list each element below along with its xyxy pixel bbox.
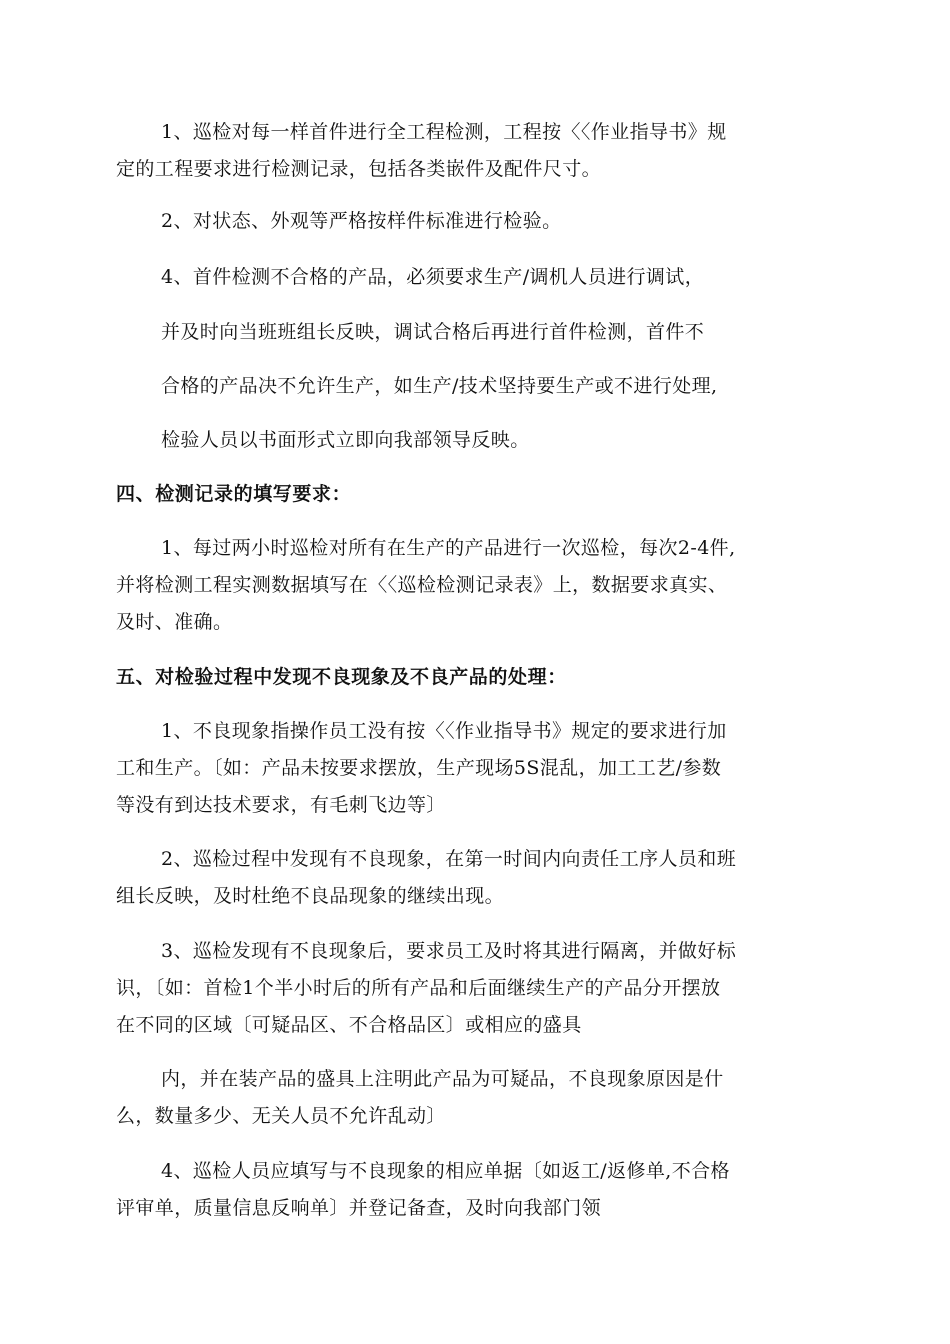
paragraph-line: 评审单，质量信息反响单〕并登记备查，及时向我部门领 (116, 1197, 602, 1219)
paragraph-line: 1、不良现象指操作员工没有按〈〈作业指导书》规定的要求进行加 (161, 720, 727, 742)
paragraph-line: 么，数量多少、无关人员不允许乱动〕 (116, 1105, 446, 1127)
paragraph-line: 2、对状态、外观等严格按样件标准进行检验。 (161, 210, 562, 232)
paragraph-line: 合格的产品决不允许生产，如生产/技术坚持要生产或不进行处理, (161, 375, 718, 397)
paragraph-line: 2、巡检过程中发现有不良现象，在第一时间内向责任工序人员和班 (161, 848, 737, 870)
paragraph-line: 1、每过两小时巡检对所有在生产的产品进行一次巡检，每次2-4件, (161, 537, 736, 559)
paragraph-line: 识，〔如：首检1个半小时后的所有产品和后面继续生产的产品分开摆放 (116, 977, 721, 999)
paragraph-line: 定的工程要求进行检测记录，包括各类嵌件及配件尺寸。 (116, 158, 602, 180)
section-heading: 四、检测记录的填写要求： (116, 483, 352, 505)
paragraph-line: 3、巡检发现有不良现象后，要求员工及时将其进行隔离，并做好标 (161, 940, 737, 962)
section-heading: 五、对检验过程中发现不良现象及不良产品的处理： (116, 666, 567, 688)
paragraph-line: 内，并在装产品的盛具上注明此产品为可疑品，不良现象原因是什 (161, 1068, 724, 1090)
paragraph-line: 4、首件检测不合格的产品，必须要求生产/调机人员进行调试， (161, 266, 705, 288)
paragraph-line: 及时、准确。 (116, 611, 233, 633)
paragraph-line: 等没有到达技术要求，有毛刺飞边等〕 (116, 794, 446, 816)
paragraph-line: 组长反映，及时杜绝不良品现象的继续出现。 (116, 885, 505, 907)
paragraph-line: 并将检测工程实测数据填写在〈〈巡检检测记录表》上，数据要求真实、 (116, 574, 728, 596)
paragraph-line: 1、巡检对每一样首件进行全工程检测，工程按〈〈作业指导书》规 (161, 121, 727, 143)
paragraph-line: 并及时向当班班组长反映，调试合格后再进行首件检测，首件不 (161, 321, 705, 343)
paragraph-line: 检验人员以书面形式立即向我部领导反映。 (161, 429, 530, 451)
paragraph-line: 在不同的区域〔可疑品区、不合格品区〕或相应的盛具 (116, 1014, 582, 1036)
paragraph-line: 工和生产。〔如：产品未按要求摆放，生产现场5S混乱，加工工艺/参数 (116, 757, 722, 779)
paragraph-line: 4、巡检人员应填写与不良现象的相应单据〔如返工/返修单,不合格 (161, 1160, 730, 1182)
